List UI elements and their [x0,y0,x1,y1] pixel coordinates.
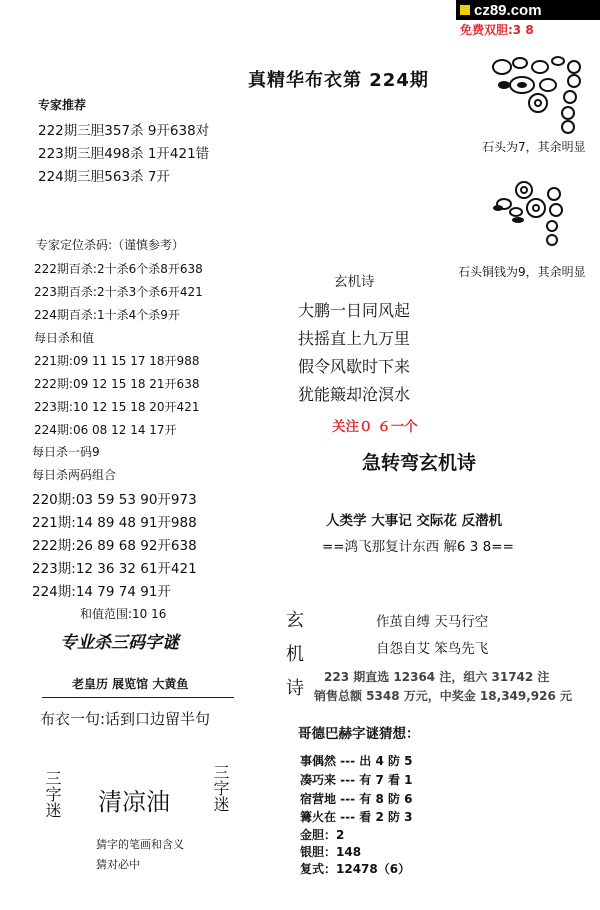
riddle-note-1: 猜字的笔画和含义 [96,838,184,851]
riddle-left-tag: 三字迷 [43,770,62,818]
divider [42,697,234,698]
sum-range: 和值范围:10 16 [80,607,167,621]
kill-two-line: 220期:03 59 53 90开973 [32,492,197,508]
kill-two-line: 224期:14 79 74 91开 [32,584,171,600]
site-badge-label: cz89.com [474,1,542,19]
stone-puzzle-image-2 [490,178,570,250]
site-badge[interactable] [456,0,600,20]
riddle-center: 清凉油 [98,788,170,816]
sum-kill-line: 221期:09 11 15 17 18开988 [34,354,200,368]
stone-hint-2: 石头铜钱为9，其余明显 [458,265,586,279]
poem-line: 扶摇直上九万里 [298,329,411,348]
sum-kill-line: 224期:06 08 12 14 17开 [34,423,177,437]
almanac-riddle: 老皇历 展览馆 大黄鱼 [72,677,189,691]
expert-recommend-line: 223期三胆498杀 1开421错 [38,146,210,162]
mystic-poem-title: 玄机诗 [334,274,375,290]
poem-line: 犹能簸却沧溟水 [298,385,411,404]
stone-puzzle-image-1 [490,55,586,135]
mystic-poem2-line-2: 自怨自艾 笨鸟先飞 [376,641,489,657]
sum-kill-title: 每日杀和值 [34,331,95,345]
stone-hint-1: 石头为7，其余明显 [482,140,586,154]
mystic-poem2-line-1: 作茧自缚 天马行空 [376,614,489,630]
goldbach-row: 凑巧来 --- 有 7 看 1 [300,773,413,787]
mystic-poem2-label: 玄机诗 [286,610,304,699]
sales-line-2: 销售总额 5348 万元，中奖金 18,349,926 元 [314,689,573,703]
kill-two-line: 222期:26 89 68 92开638 [32,538,197,554]
follow-06: 关注０ ６一个 [332,419,418,435]
four-things: 人类学 大事记 交际花 反潜机 [326,513,503,529]
goldbach-row: 事偶然 --- 出 4 防 5 [300,754,413,768]
position-kill-line: 222期百杀:2十杀6个杀8开638 [34,262,203,276]
expert-recommend-line: 222期三胆357杀 9开638对 [38,123,210,139]
sharp-turn-title: 急转弯玄机诗 [362,452,477,474]
kill-two-line: 223期:12 36 32 61开421 [32,561,197,577]
sales-line-1: 223 期直选 12364 注，组六 31742 注 [324,670,550,684]
badge-square-icon [460,5,470,15]
position-kill-title: 专家定位杀码:（谨慎参考） [36,238,185,252]
poem-line: 大鹏一日同风起 [298,301,411,320]
position-kill-line: 223期百杀:2十杀3个杀6开421 [34,285,203,299]
free-pick: 免费双胆:3 8 [460,23,534,37]
expert-recommend-line: 224期三胆563杀 7开 [38,169,170,185]
riddle-note-2: 猜对必中 [96,858,140,871]
goldbach-title: 哥德巴赫字谜猜想： [298,726,420,742]
goldbach-row: 篝火在 --- 看 2 防 3 [300,810,413,824]
issue-title: 真精华布衣第 224期 [248,70,429,91]
kill-two-title: 每日杀两码组合 [32,468,117,482]
poem-line: 假令风歇时下来 [298,357,411,376]
sum-kill-line: 222期:09 12 15 18 21开638 [34,377,200,391]
pro-kill-three-title: 专业杀三码字谜 [60,633,179,653]
goldbach-row: 宿营地 --- 有 8 防 6 [300,792,413,806]
buyi-line: 布衣一句:话到口边留半句 [40,710,211,728]
sum-kill-line: 223期:10 12 15 18 20开421 [34,400,200,414]
kill-one-code: 每日杀一码9 [32,445,100,459]
combo-pick: 复式：12478（6） [300,862,411,876]
position-kill-line: 224期百杀:1十杀4个杀9开 [34,308,180,322]
gold-pick: 金胆：2 [300,828,345,842]
kill-two-line: 221期:14 89 48 91开988 [32,515,197,531]
riddle-right-tag: 三字迷 [211,764,230,812]
hongfei-line: ==鸿飞那复计东西 解6 3 8== [322,539,514,555]
expert-recommend-title: 专家推荐 [38,98,87,112]
silver-pick: 银胆：148 [300,845,362,859]
